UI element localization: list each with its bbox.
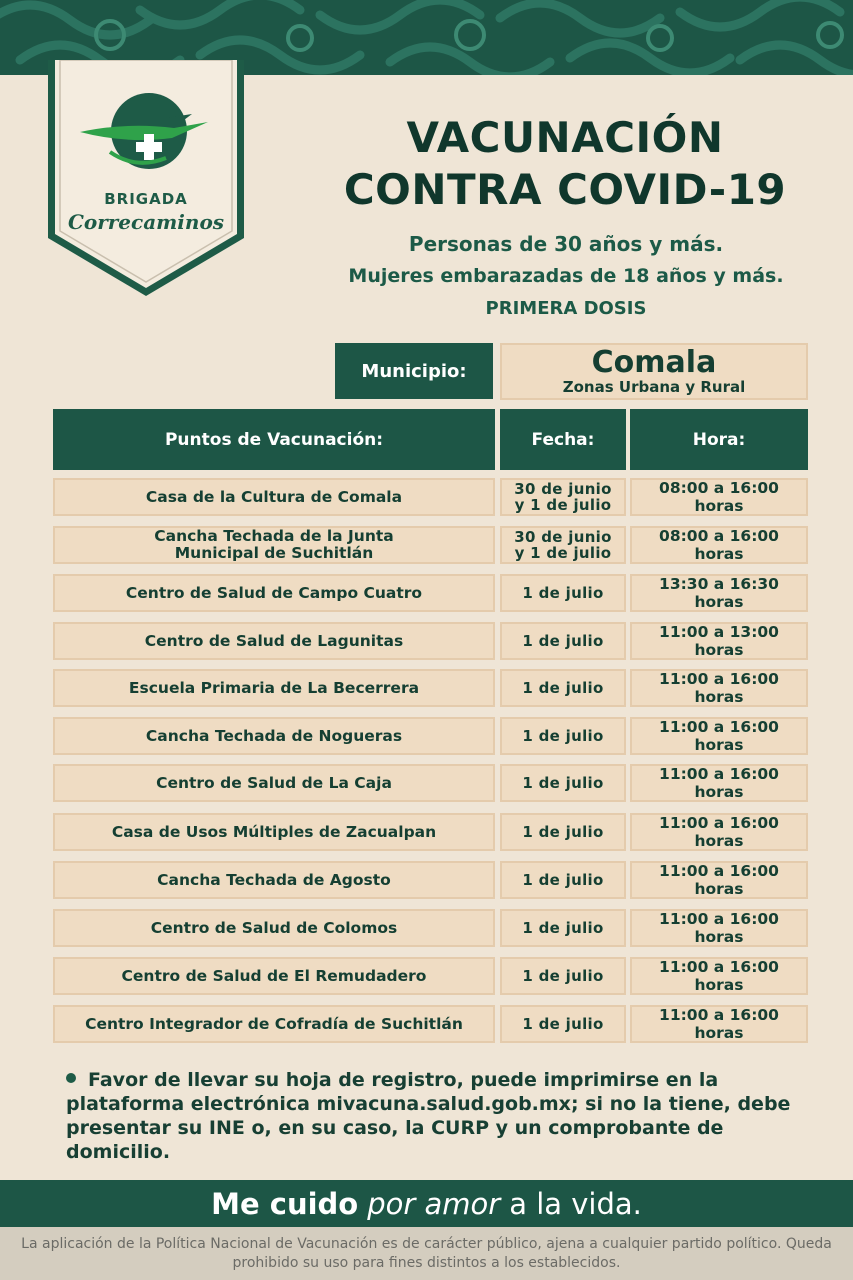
table-cell-place: Escuela Primaria de La Becerrera [53,669,495,707]
table-cell-date: 1 de julio [500,764,626,802]
table-cell-hour: 11:00 a 13:00 horas [630,622,808,660]
table-cell-date: 1 de julio [500,909,626,947]
badge-correcaminos-text: Correcaminos [67,210,225,234]
brigada-correcaminos-badge [46,60,246,298]
subtitle-dose: PRIMERA DOSIS [485,298,647,319]
page-title [300,112,830,216]
table-cell-date: 1 de julio [500,574,626,612]
table-cell-hour: 11:00 a 16:00 horas [630,717,808,755]
table-cell-place: Centro Integrador de Cofradía de Suchitlán [53,1005,495,1043]
header-date: Fecha: [500,409,626,470]
table-cell-date: 1 de julio [500,1005,626,1043]
header-hour: Hora: [630,409,808,470]
table-cell-date: 1 de julio [500,813,626,851]
table-cell-place: Centro de Salud de Campo Cuatro [53,574,495,612]
table-cell-hour: 11:00 a 16:00 horas [630,813,808,851]
municipio-label: Municipio: [335,343,493,399]
table-cell-date: 1 de julio [500,717,626,755]
table-cell-place: Casa de la Cultura de Comala [53,478,495,516]
title-line-1: VACUNACIÓN [406,113,724,162]
slogan-bold: Me cuido [211,1186,359,1221]
table-cell-date: 1 de julio [500,861,626,899]
title-line-2: CONTRA COVID-19 [343,165,787,214]
table-cell-hour: 11:00 a 16:00 horas [630,957,808,995]
slogan-rest: a la vida. [509,1186,642,1221]
table-cell-hour: 13:30 a 16:30 horas [630,574,808,612]
bullet-icon [66,1073,76,1083]
header-place: Puntos de Vacunación: [53,409,495,470]
table-cell-date: 1 de julio [500,957,626,995]
table-cell-hour: 11:00 a 16:00 horas [630,861,808,899]
table-cell-place: Centro de Salud de Colomos [53,909,495,947]
legal-footer: La aplicación de la Política Nacional de Vacunación es de carácter público, ajena a cualquier partido político. Queda prohibido su uso para fines distintos a los establecidos. [0,1227,853,1280]
table-cell-place: Casa de Usos Múltiples de Zacualpan [53,813,495,851]
table-cell-place: Centro de Salud de Lagunitas [53,622,495,660]
table-cell-hour: 08:00 a 16:00 horas [630,526,808,564]
table-cell-hour: 11:00 a 16:00 horas [630,1005,808,1043]
registration-note [66,1068,806,1164]
table-cell-date: 30 de junio y 1 de julio [500,478,626,516]
table-cell-hour: 11:00 a 16:00 horas [630,669,808,707]
badge-shape [46,60,246,298]
subtitle-pregnant: Mujeres embarazadas de 18 años y más. [348,265,784,287]
table-cell-place: Cancha Techada de Nogueras [53,717,495,755]
table-cell-place: Centro de Salud de El Remudadero [53,957,495,995]
table-cell-place: Cancha Techada de Agosto [53,861,495,899]
table-cell-date: 1 de julio [500,622,626,660]
table-cell-hour: 11:00 a 16:00 horas [630,909,808,947]
table-cell-hour: 08:00 a 16:00 horas [630,478,808,516]
municipio-zone: Zonas Urbana y Rural [562,378,746,396]
municipio-value [500,343,808,400]
table-cell-date: 1 de julio [500,669,626,707]
table-cell-hour: 11:00 a 16:00 horas [630,764,808,802]
note-text: Favor de llevar su hoja de registro, puede imprimirse en la plataforma electrónica mivacuna.salud.gob.mx; si no la tiene, debe presentar su INE o, en su caso, la CURP y un comprobante de domicilio. [66,1069,791,1163]
municipio-name: Comala [591,345,717,380]
table-cell-place: Cancha Techada de la Junta Municipal de Suchitlán [53,526,495,564]
badge-brigada-text: BRIGADA [104,190,188,208]
subtitle-age: Personas de 30 años y más. [408,232,724,256]
table-cell-place: Centro de Salud de La Caja [53,764,495,802]
slogan-band [0,1180,853,1227]
slogan-italic: por amor [367,1186,501,1221]
table-cell-date: 30 de junio y 1 de julio [500,526,626,564]
